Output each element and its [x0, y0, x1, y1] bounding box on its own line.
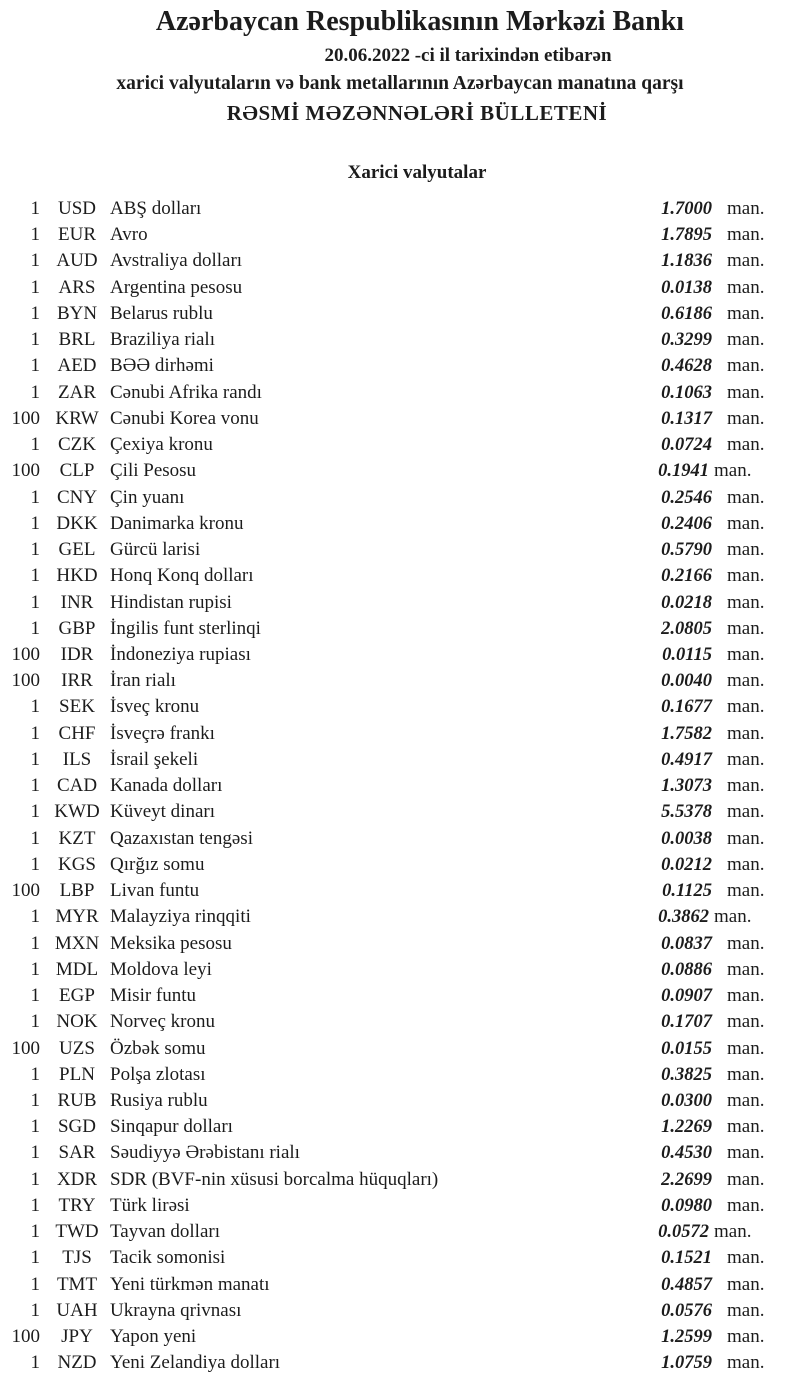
rate-quantity: 1	[30, 434, 40, 456]
currency-code: HKD	[56, 565, 98, 587]
rate-quantity: 100	[11, 1326, 40, 1348]
currency-name: İsveç kronu	[110, 696, 200, 718]
currency-name: Qazaxıstan tengəsi	[110, 827, 253, 849]
rate-value: 0.0038	[661, 828, 712, 849]
rate-value: 1.1836	[661, 251, 712, 272]
rate-row	[0, 1193, 800, 1219]
currency-name: Braziliya rialı	[110, 329, 215, 351]
rate-row	[0, 222, 800, 248]
unit-label: man.	[727, 1142, 765, 1164]
rate-quantity: 1	[30, 1352, 40, 1374]
unit-label: man.	[714, 906, 752, 928]
rate-quantity: 100	[11, 880, 40, 902]
rate-row	[0, 327, 800, 353]
rate-value: 1.2269	[661, 1117, 712, 1138]
unit-label: man.	[727, 1089, 765, 1111]
currency-name: Meksika pesosu	[110, 932, 232, 954]
rate-row	[0, 1167, 800, 1193]
rate-row	[0, 380, 800, 406]
unit-label: man.	[727, 302, 765, 324]
currency-name: Rusiya rublu	[110, 1089, 208, 1111]
rate-value: 0.0837	[661, 933, 712, 954]
rate-value: 0.5790	[661, 540, 712, 561]
rate-row	[0, 721, 800, 747]
currency-code: AED	[57, 355, 97, 377]
currency-code: RUB	[57, 1089, 97, 1111]
currency-code: KGS	[57, 853, 96, 875]
rate-value: 0.0572	[658, 1222, 709, 1243]
rate-quantity: 1	[30, 539, 40, 561]
rate-row	[0, 248, 800, 274]
rate-quantity: 1	[30, 1089, 40, 1111]
currency-name: Ukrayna qrivnası	[110, 1299, 242, 1321]
rate-value: 0.4530	[661, 1143, 712, 1164]
currency-name: SDR (BVF-nin xüsusi borcalma hüquqları)	[110, 1168, 439, 1190]
unit-label: man.	[727, 670, 765, 692]
currency-code: UAH	[56, 1299, 98, 1321]
rate-value: 0.1317	[661, 408, 712, 429]
currency-name: Cənubi Korea vonu	[110, 407, 259, 429]
rate-quantity: 100	[11, 407, 40, 429]
rate-value: 1.7582	[661, 723, 712, 744]
currency-code: BRL	[58, 329, 96, 351]
subtitle-line: xarici valyutaların və bank metallarının Azərbaycan manatına qarşı	[116, 73, 684, 94]
rate-quantity: 1	[30, 591, 40, 613]
unit-label: man.	[727, 748, 765, 770]
unit-label: man.	[727, 1273, 765, 1295]
rate-row	[0, 799, 800, 825]
rate-quantity: 1	[30, 1011, 40, 1033]
rate-quantity: 1	[30, 801, 40, 823]
rate-value: 0.1707	[661, 1012, 712, 1033]
currency-code: KZT	[58, 827, 96, 849]
currency-name: ABŞ dolları	[110, 198, 202, 219]
currency-name: Yeni türkmən manatı	[110, 1273, 270, 1295]
rate-row	[0, 1350, 800, 1376]
rate-quantity: 1	[30, 1116, 40, 1138]
currency-code: TRY	[58, 1194, 96, 1216]
rate-quantity: 1	[30, 853, 40, 875]
unit-label: man.	[727, 512, 765, 534]
unit-label: man.	[727, 381, 765, 403]
rate-value: 0.0040	[661, 671, 712, 692]
unit-label: man.	[727, 775, 765, 797]
rate-quantity: 1	[30, 329, 40, 351]
rate-value: 2.2699	[661, 1169, 712, 1190]
currency-code: ILS	[62, 748, 92, 770]
unit-label: man.	[727, 250, 765, 272]
currency-name: Cənubi Afrika randı	[110, 381, 262, 403]
rate-row	[0, 511, 800, 537]
unit-label: man.	[727, 486, 765, 508]
currency-name: Belarus rublu	[110, 302, 213, 324]
rate-quantity: 1	[30, 827, 40, 849]
rate-quantity: 1	[30, 486, 40, 508]
currency-code: USD	[57, 198, 96, 219]
currency-code: AUD	[56, 250, 98, 272]
unit-label: man.	[714, 460, 752, 482]
rate-quantity: 1	[30, 198, 40, 219]
unit-label: man.	[727, 355, 765, 377]
unit-label: man.	[714, 1221, 752, 1243]
unit-label: man.	[727, 565, 765, 587]
currency-name: İsveçrə frankı	[110, 722, 215, 744]
rate-quantity: 100	[11, 643, 40, 665]
rate-quantity: 1	[30, 224, 40, 246]
currency-name: Moldova leyi	[110, 958, 212, 980]
currency-name: Tacik somonisi	[110, 1247, 226, 1269]
unit-label: man.	[727, 1326, 765, 1348]
rate-value: 1.7895	[661, 225, 712, 246]
currency-code: KRW	[55, 407, 99, 429]
rate-value: 5.5378	[661, 802, 712, 823]
rate-value: 1.7000	[661, 199, 712, 219]
effective-date-line: 20.06.2022 -ci il tarixindən etibarən	[324, 45, 612, 66]
rate-value: 0.0724	[661, 435, 712, 456]
rate-value: 0.0212	[661, 854, 712, 875]
rate-value: 0.1521	[661, 1248, 712, 1269]
currency-code: TWD	[55, 1221, 99, 1243]
currency-code: MDL	[55, 958, 99, 980]
rate-row	[0, 826, 800, 852]
currency-name: Özbək somu	[110, 1037, 206, 1059]
unit-label: man.	[727, 958, 765, 980]
unit-label: man.	[727, 617, 765, 639]
currency-code: CNY	[56, 486, 98, 508]
currency-name: Malayziya rinqqiti	[110, 906, 251, 928]
rate-row	[0, 904, 800, 930]
currency-name: Qırğız somu	[110, 853, 205, 875]
exchange-rates-table	[0, 196, 800, 1377]
section-title-foreign-currencies: Xarici valyutalar	[347, 162, 487, 183]
currency-name: Polşa zlotası	[110, 1063, 206, 1085]
currency-name: Çin yuanı	[110, 486, 185, 508]
currency-name: İndoneziya rupiası	[110, 643, 251, 665]
unit-label: man.	[727, 591, 765, 613]
rate-row	[0, 1298, 800, 1324]
rate-quantity: 1	[30, 302, 40, 324]
currency-name: BƏƏ dirhəmi	[110, 355, 214, 377]
currency-code: CHF	[58, 722, 96, 744]
currency-name: Hindistan rupisi	[110, 591, 232, 613]
unit-label: man.	[727, 1299, 765, 1321]
currency-code: IRR	[61, 670, 93, 692]
rate-row	[0, 353, 800, 379]
currency-code: UZS	[59, 1037, 95, 1059]
currency-code: NOK	[56, 1011, 98, 1033]
rate-value: 0.0907	[661, 986, 712, 1007]
currency-name: Norveç kronu	[110, 1011, 215, 1033]
unit-label: man.	[727, 880, 765, 902]
rate-row	[0, 1272, 800, 1298]
currency-name: Küveyt dinarı	[110, 801, 216, 823]
currency-code: EGP	[59, 985, 95, 1007]
currency-name: Tayvan dolları	[110, 1221, 220, 1243]
rate-row	[0, 616, 800, 642]
currency-code: DKK	[56, 512, 98, 534]
unit-label: man.	[727, 985, 765, 1007]
currency-code: LBP	[59, 880, 95, 902]
currency-code: KWD	[54, 801, 100, 823]
rate-quantity: 1	[30, 565, 40, 587]
rate-quantity: 1	[30, 932, 40, 954]
rate-quantity: 1	[30, 381, 40, 403]
unit-label: man.	[727, 801, 765, 823]
currency-code: SAR	[58, 1142, 96, 1164]
rate-row	[0, 747, 800, 773]
rate-quantity: 100	[11, 670, 40, 692]
rate-quantity: 1	[30, 696, 40, 718]
currency-name: Çexiya kronu	[110, 434, 213, 456]
rate-row	[0, 1009, 800, 1035]
rate-quantity: 1	[30, 1247, 40, 1269]
rate-quantity: 1	[30, 906, 40, 928]
rate-value: 0.1125	[662, 881, 712, 902]
currency-name: İsrail şekeli	[110, 748, 199, 770]
rate-value: 0.1677	[661, 697, 712, 718]
rate-row	[0, 773, 800, 799]
rate-value: 0.1063	[661, 382, 712, 403]
rate-row	[0, 1245, 800, 1271]
rate-row	[0, 406, 800, 432]
currency-name: Livan funtu	[110, 880, 200, 902]
currency-code: PLN	[59, 1063, 95, 1085]
currency-code: CAD	[56, 775, 98, 797]
rate-quantity: 1	[30, 1221, 40, 1243]
rate-quantity: 1	[30, 722, 40, 744]
rate-value: 0.2406	[661, 513, 712, 534]
rate-value: 0.0155	[661, 1038, 712, 1059]
rate-row	[0, 432, 800, 458]
rate-row	[0, 694, 800, 720]
currency-name: Yapon yeni	[110, 1326, 197, 1348]
unit-label: man.	[727, 696, 765, 718]
currency-code: EUR	[58, 224, 96, 246]
rate-value: 0.0300	[661, 1090, 712, 1111]
unit-label: man.	[727, 224, 765, 246]
unit-label: man.	[727, 1352, 765, 1374]
unit-label: man.	[727, 1116, 765, 1138]
currency-code: IDR	[60, 643, 94, 665]
unit-label: man.	[727, 329, 765, 351]
currency-code: GEL	[58, 539, 96, 561]
currency-name: Sinqapur dolları	[110, 1116, 233, 1138]
unit-label: man.	[727, 1247, 765, 1269]
rate-row	[0, 563, 800, 589]
rate-value: 0.3299	[661, 330, 712, 351]
rate-quantity: 1	[30, 1273, 40, 1295]
rate-row	[0, 196, 800, 222]
currency-name: İngilis funt sterlinqi	[110, 617, 261, 639]
currency-name: Danimarka kronu	[110, 512, 244, 534]
rate-row	[0, 878, 800, 904]
rate-quantity: 1	[30, 617, 40, 639]
rate-quantity: 1	[30, 250, 40, 272]
rate-quantity: 1	[30, 775, 40, 797]
currency-name: Gürcü larisi	[110, 539, 201, 561]
rate-value: 1.2599	[661, 1327, 712, 1348]
currency-name: Yeni Zelandiya dolları	[110, 1352, 281, 1374]
unit-label: man.	[727, 1063, 765, 1085]
rate-value: 0.4628	[661, 356, 712, 377]
currency-code: CLP	[59, 460, 95, 482]
rate-quantity: 1	[30, 958, 40, 980]
currency-name: Kanada dolları	[110, 775, 223, 797]
rate-quantity: 1	[30, 512, 40, 534]
rate-value: 0.6186	[661, 303, 712, 324]
rate-value: 0.4857	[661, 1274, 712, 1295]
currency-name: Səudiyyə Ərəbistanı rialı	[110, 1142, 300, 1164]
rate-row	[0, 1062, 800, 1088]
rate-quantity: 1	[30, 1194, 40, 1216]
rate-quantity: 1	[30, 748, 40, 770]
rate-quantity: 1	[30, 1063, 40, 1085]
rate-quantity: 1	[30, 1168, 40, 1190]
rate-row	[0, 668, 800, 694]
rate-row	[0, 1324, 800, 1350]
currency-code: SEK	[59, 696, 95, 718]
rate-value: 0.0576	[661, 1300, 712, 1321]
unit-label: man.	[727, 1037, 765, 1059]
rate-value: 0.0886	[661, 959, 712, 980]
rate-row	[0, 275, 800, 301]
bulletin-title: RƏSMİ MƏZƏNNƏLƏRİ BÜLLETENİ	[226, 101, 608, 125]
currency-name: Avstraliya dolları	[110, 250, 243, 272]
rate-row	[0, 301, 800, 327]
rate-value: 0.0138	[661, 277, 712, 298]
currency-code: ZAR	[58, 381, 96, 403]
unit-label: man.	[727, 1194, 765, 1216]
rate-row	[0, 1088, 800, 1114]
currency-code: TMT	[56, 1273, 98, 1295]
rate-value: 1.0759	[661, 1353, 712, 1374]
currency-code: CZK	[58, 434, 96, 456]
currency-code: INR	[60, 591, 94, 613]
unit-label: man.	[727, 827, 765, 849]
currency-code: GBP	[58, 617, 96, 639]
rate-value: 0.3825	[661, 1064, 712, 1085]
rate-quantity: 1	[30, 355, 40, 377]
currency-code: NZD	[57, 1352, 97, 1374]
currency-name: Honq Konq dolları	[110, 565, 254, 587]
unit-label: man.	[727, 932, 765, 954]
rate-value: 2.0805	[661, 618, 712, 639]
currency-code: MXN	[54, 932, 100, 954]
rate-quantity: 100	[11, 460, 40, 482]
rate-row	[0, 852, 800, 878]
currency-name: Avro	[110, 224, 148, 246]
rate-value: 1.3073	[661, 776, 712, 797]
rate-value: 0.3862	[658, 907, 709, 928]
rate-row	[0, 1219, 800, 1245]
rate-row	[0, 642, 800, 668]
unit-label: man.	[727, 1011, 765, 1033]
unit-label: man.	[727, 407, 765, 429]
currency-code: MYR	[55, 906, 99, 928]
currency-name: Çili Pesosu	[110, 460, 197, 482]
rate-value: 0.0218	[661, 592, 712, 613]
rate-row	[0, 485, 800, 511]
rate-row	[0, 1140, 800, 1166]
bank-name-title: Azərbaycan Respublikasının Mərkəzi Bankı	[155, 6, 685, 37]
unit-label: man.	[727, 434, 765, 456]
unit-label: man.	[727, 853, 765, 875]
rate-row	[0, 590, 800, 616]
rate-row	[0, 1036, 800, 1062]
currency-name: İran rialı	[110, 670, 176, 692]
rate-quantity: 100	[11, 1037, 40, 1059]
rate-quantity: 1	[30, 985, 40, 1007]
rate-value: 0.2166	[661, 566, 712, 587]
currency-code: XDR	[56, 1168, 98, 1190]
currency-code: JPY	[61, 1326, 93, 1348]
currency-name: Argentina pesosu	[110, 276, 243, 298]
rate-quantity: 1	[30, 1142, 40, 1164]
currency-code: ARS	[58, 276, 96, 298]
currency-name: Misir funtu	[110, 985, 197, 1007]
rate-value: 0.2546	[661, 487, 712, 508]
rate-row	[0, 1114, 800, 1140]
rate-row	[0, 983, 800, 1009]
rate-value: 0.0115	[662, 644, 712, 665]
rate-value: 0.1941	[658, 461, 709, 482]
rate-row	[0, 931, 800, 957]
currency-name: Türk lirəsi	[110, 1194, 190, 1216]
unit-label: man.	[727, 722, 765, 744]
rate-quantity: 1	[30, 276, 40, 298]
currency-code: SGD	[57, 1116, 96, 1138]
rate-quantity: 1	[30, 1299, 40, 1321]
unit-label: man.	[727, 539, 765, 561]
unit-label: man.	[727, 198, 765, 219]
rate-row	[0, 957, 800, 983]
currency-code: TJS	[62, 1247, 92, 1269]
unit-label: man.	[727, 643, 765, 665]
currency-code: BYN	[56, 302, 98, 324]
rate-row	[0, 458, 800, 484]
rate-value: 0.0980	[661, 1195, 712, 1216]
rate-row	[0, 537, 800, 563]
unit-label: man.	[727, 276, 765, 298]
rate-value: 0.4917	[661, 749, 712, 770]
unit-label: man.	[727, 1168, 765, 1190]
